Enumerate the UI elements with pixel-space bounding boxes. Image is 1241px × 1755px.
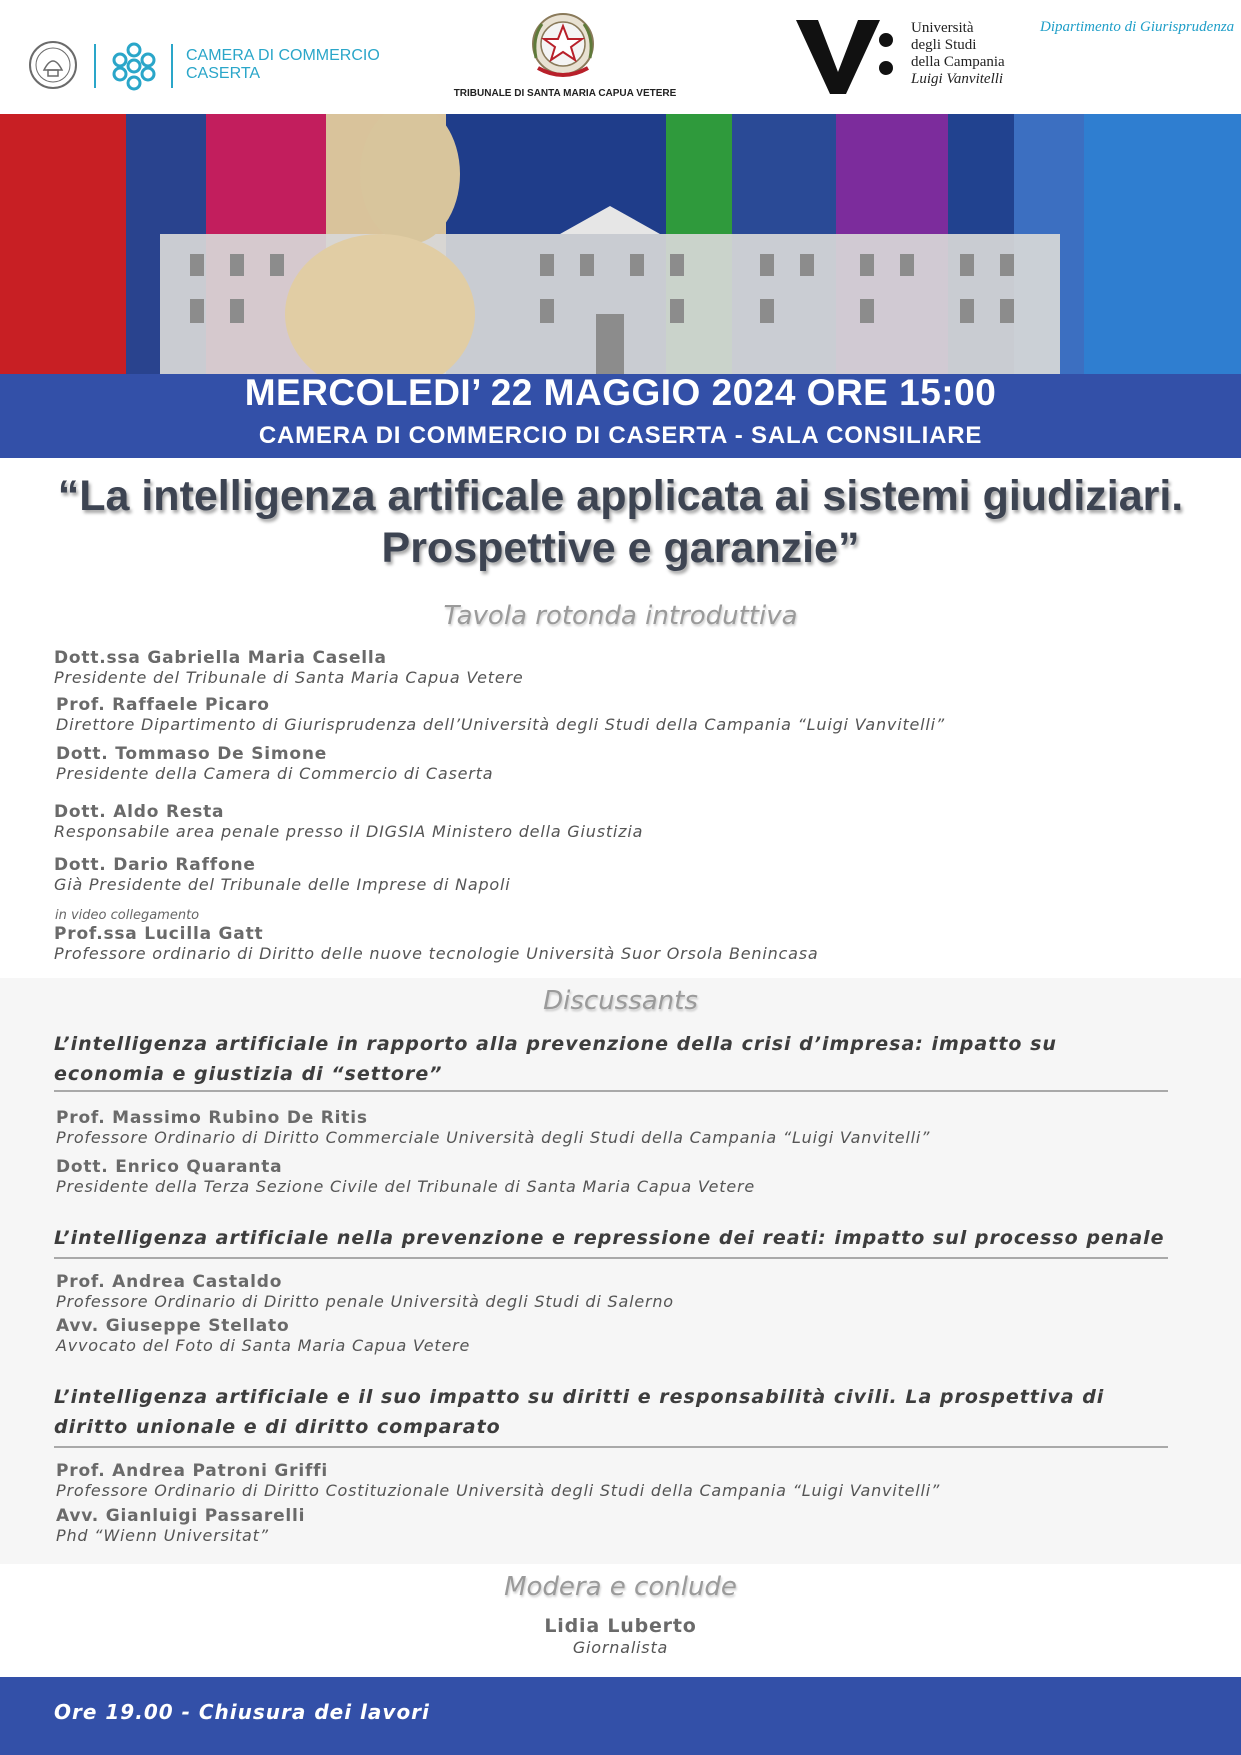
speaker-name: Prof. Andrea Castaldo xyxy=(56,1272,283,1292)
video-note: in video collegamento xyxy=(55,908,200,923)
speaker-name: Dott. Tommaso De Simone xyxy=(56,744,328,764)
divider xyxy=(54,1090,1168,1092)
speaker xyxy=(56,695,945,734)
speaker-name: Dott. Aldo Resta xyxy=(54,802,225,822)
title-line: “La intelligenza artificale applicata ai sistemi giudiziari. xyxy=(57,472,1184,520)
speaker-name: Avv. Giuseppe Stellato xyxy=(56,1316,290,1336)
speaker-role: Già Presidente del Tribunale delle Imprese di Napoli xyxy=(54,875,511,894)
moderator xyxy=(0,1614,1241,1658)
university-line: della Campania xyxy=(911,54,1005,70)
department-label: Dipartimento di Giurisprudenza xyxy=(1040,19,1235,35)
roundtable-heading: Tavola rotonda introduttiva xyxy=(443,601,798,631)
speaker xyxy=(56,1108,930,1147)
speaker-name: Dott.ssa Gabriella Maria Casella xyxy=(54,648,387,668)
moderator-name: Lidia Luberto xyxy=(544,1615,697,1637)
topic-title: L’intelligenza artificiale nella prevenzione e repressione dei reati: impatto sul processo penale xyxy=(54,1227,1165,1249)
speaker-name: Dott. Enrico Quaranta xyxy=(56,1157,283,1177)
speaker xyxy=(56,1157,755,1196)
vanvitelli-logo-icon xyxy=(796,20,896,94)
banner-image xyxy=(0,114,1241,374)
speaker-role: Presidente del Tribunale di Santa Maria Capua Vetere xyxy=(54,668,524,687)
speaker-name: Prof.ssa Lucilla Gatt xyxy=(54,924,264,944)
speaker-role: Responsabile area penale presso il DIGSIA Ministero della Giustizia xyxy=(54,822,644,841)
speaker-name: Dott. Dario Raffone xyxy=(54,855,256,875)
speaker xyxy=(54,855,511,894)
speaker-role: Direttore Dipartimento di Giurisprudenza dell’Università degli Studi della Campania “Luigi Vanvitelli” xyxy=(56,715,945,734)
speaker xyxy=(56,1506,305,1545)
speaker-role: Presidente della Terza Sezione Civile del Tribunale di Santa Maria Capua Vetere xyxy=(56,1177,756,1196)
university-name xyxy=(911,20,1005,88)
speaker xyxy=(56,1461,940,1500)
speaker-role: Professore ordinario di Diritto delle nuove tecnologie Università Suor Orsola Benincasa xyxy=(54,944,819,963)
speaker xyxy=(54,648,524,687)
speaker xyxy=(54,924,818,963)
event-title xyxy=(0,470,1241,574)
divider xyxy=(54,1257,1168,1259)
speaker-role: Professore Ordinario di Diritto Commerciale Università degli Studi della Campania “Luigi Vanvitelli” xyxy=(56,1128,931,1147)
university-seal-icon xyxy=(28,40,78,90)
moderator-heading: Modera e conlude xyxy=(504,1572,737,1602)
university-line: Università xyxy=(911,20,974,36)
discussants-heading: Discussants xyxy=(543,986,698,1016)
speaker-role: Professore Ordinario di Diritto Costituzionale Università degli Studi della Campania “Luigi Vanvitelli” xyxy=(56,1481,941,1500)
logo-divider xyxy=(94,44,96,88)
speaker xyxy=(54,802,643,841)
camera-name-line2: CASERTA xyxy=(186,65,261,82)
topic-title: L’intelligenza artificiale e il suo impatto su diritti e responsabilità civili. La prospettiva di diritto unionale e di diritto comparato xyxy=(54,1386,1105,1438)
camera-commercio-name xyxy=(186,47,380,83)
camera-name-line1: CAMERA DI COMMERCIO xyxy=(186,47,380,64)
speaker-role: Phd “Wienn Universitat” xyxy=(56,1526,269,1545)
speaker-name: Avv. Gianluigi Passarelli xyxy=(56,1506,306,1526)
italian-republic-emblem-icon xyxy=(528,8,598,84)
speaker-role: Avvocato del Foto di Santa Maria Capua Vetere xyxy=(56,1336,471,1355)
closing-time: Ore 19.00 - Chiusura dei lavori xyxy=(54,1700,430,1724)
university-line: Luigi Vanvitelli xyxy=(911,71,1004,87)
header-logos xyxy=(0,0,1241,114)
title-line: Prospettive e garanzie” xyxy=(381,524,860,572)
speaker-role: Presidente della Camera di Commercio di Caserta xyxy=(56,764,494,783)
moderator-role: Giornalista xyxy=(572,1638,669,1657)
speaker xyxy=(56,1272,674,1311)
divider xyxy=(54,1446,1168,1448)
speaker xyxy=(56,744,493,783)
event-date: MERCOLEDI’ 22 MAGGIO 2024 ORE 15:00 xyxy=(244,372,997,413)
speaker-role: Professore Ordinario di Diritto penale Università degli Studi di Salerno xyxy=(56,1292,674,1311)
speaker-name: Prof. Andrea Patroni Griffi xyxy=(56,1461,328,1481)
speaker-name: Prof. Raffaele Picaro xyxy=(56,695,270,715)
camera-commercio-logo-icon xyxy=(108,40,160,92)
event-venue: CAMERA DI COMMERCIO DI CASERTA - SALA CONSILIARE xyxy=(258,422,983,449)
tribunale-label: TRIBUNALE DI SANTA MARIA CAPUA VETERE xyxy=(453,88,677,99)
speaker xyxy=(56,1316,470,1355)
topic-title: L’intelligenza artificiale in rapporto alla prevenzione della crisi d’impresa: impatto su economia e giustizia di “settore” xyxy=(54,1033,1057,1085)
speaker-name: Prof. Massimo Rubino De Ritis xyxy=(56,1108,368,1128)
logo-divider xyxy=(171,44,173,88)
university-line: degli Studi xyxy=(911,37,977,53)
